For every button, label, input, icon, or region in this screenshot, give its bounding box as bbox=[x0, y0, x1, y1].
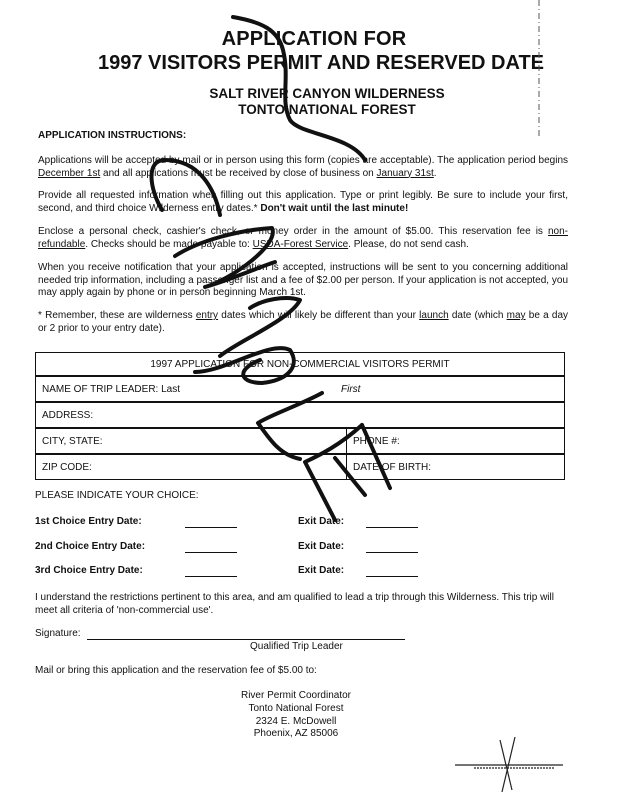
city-phone-row bbox=[36, 427, 564, 453]
deadline-date: January 31st bbox=[376, 167, 434, 179]
subtitle-line-2: TONTO NATIONAL FOREST bbox=[238, 102, 416, 117]
signature-caption: Qualified Trip Leader bbox=[250, 641, 343, 652]
form-heading: 1997 APPLICATION FOR NON-COMMERCIAL VISITORS PERMIT bbox=[150, 358, 450, 370]
instructions-paragraph-2 bbox=[38, 190, 568, 215]
subtitle-line-1: SALT RIVER CANYON WILDERNESS bbox=[209, 86, 445, 101]
choice-2-exit-date-field[interactable] bbox=[366, 552, 418, 553]
address-field[interactable] bbox=[36, 401, 564, 427]
city-state-label: CITY, STATE: bbox=[42, 435, 103, 447]
choice-1-exit-date-field[interactable] bbox=[366, 527, 418, 528]
choice-3-entry-date-field[interactable] bbox=[185, 576, 237, 577]
phone-field[interactable] bbox=[346, 429, 564, 453]
payee: USDA-Forest Service bbox=[252, 238, 349, 250]
choice-1-entry-label: 1st Choice Entry Date: bbox=[35, 516, 142, 527]
stamp-line bbox=[502, 737, 515, 792]
text: . bbox=[433, 167, 437, 179]
phone-label: PHONE #: bbox=[353, 435, 400, 447]
address-label: ADDRESS: bbox=[42, 409, 94, 421]
choice-3-exit-label: Exit Date: bbox=[298, 565, 345, 576]
first-name-label: First bbox=[341, 383, 361, 395]
choice-3-entry-label: 3rd Choice Entry Date: bbox=[35, 565, 143, 576]
non-refundable: non-refundable bbox=[38, 226, 568, 250]
instructions-heading: APPLICATION INSTRUCTIONS: bbox=[38, 130, 187, 141]
address-line: River Permit Coordinator bbox=[240, 690, 352, 701]
address-line: 2324 E. McDowell bbox=[255, 715, 337, 727]
choice-heading: PLEASE INDICATE YOUR CHOICE: bbox=[35, 490, 199, 501]
mailing-address bbox=[226, 690, 366, 741]
entry: entry bbox=[195, 310, 219, 321]
text: date (which bbox=[448, 310, 507, 321]
choice-3-exit-date-field[interactable] bbox=[366, 576, 418, 577]
last-name-label: NAME OF TRIP LEADER: Last bbox=[42, 383, 181, 395]
start-date: December 1st bbox=[38, 167, 101, 179]
signature-label: Signature: bbox=[35, 628, 81, 639]
address-cell bbox=[36, 403, 93, 427]
permit-form-table bbox=[35, 352, 565, 480]
instructions-paragraph-3 bbox=[38, 226, 568, 251]
name-cell bbox=[36, 377, 360, 401]
signature-field[interactable] bbox=[87, 639, 405, 640]
zip-code-label: ZIP CODE: bbox=[42, 461, 92, 473]
city-state-field[interactable] bbox=[36, 429, 346, 453]
may: may bbox=[506, 310, 526, 321]
zip-dob-row bbox=[36, 453, 564, 479]
instructions-paragraph-1 bbox=[38, 155, 568, 180]
trip-leader-name-field[interactable] bbox=[36, 375, 564, 401]
text: Enclose a personal check, cashier's check, or money order in the amount of $5.00. This reservation fee is bbox=[38, 226, 548, 237]
text: . Please, do not send cash. bbox=[348, 238, 469, 250]
instructions-paragraph-4: When you receive notification that your application is accepted, instructions will be sent to you concerning additional needed trip information, including a passenger list and a fee of $2.00 per person. If your application is not accepted, you may apply again by phone or in person beginning March 1st. bbox=[38, 262, 568, 298]
text: dates which will likely be different than your bbox=[218, 310, 420, 321]
zip-code-field[interactable] bbox=[36, 455, 346, 479]
date-of-birth-label: DATE OF BIRTH: bbox=[353, 461, 431, 473]
date-of-birth-field[interactable] bbox=[346, 455, 564, 479]
text: . Checks should be made payable to: bbox=[85, 238, 253, 250]
scan-stamp-mark bbox=[455, 737, 563, 792]
choice-2-exit-label: Exit Date: bbox=[298, 541, 345, 552]
address-line: Phoenix, AZ 85006 bbox=[253, 728, 339, 740]
choice-2-entry-label: 2nd Choice Entry Date: bbox=[35, 541, 146, 552]
choice-1-entry-date-field[interactable] bbox=[185, 527, 237, 528]
emphasis: Don't wait until the last minute! bbox=[260, 202, 409, 214]
choice-1-exit-label: Exit Date: bbox=[298, 516, 345, 527]
text: and all applications must be received by close of business on bbox=[100, 167, 377, 179]
form-heading-row bbox=[36, 353, 564, 375]
choice-2-entry-date-field[interactable] bbox=[185, 552, 237, 553]
text: * Remember, these are wilderness bbox=[38, 310, 196, 321]
text: Applications will be accepted by mail or in person using this form (copies are acceptable). The application period begins bbox=[38, 155, 568, 166]
instructions-paragraph-5 bbox=[38, 310, 568, 335]
launch: launch bbox=[419, 310, 449, 321]
stamp-line bbox=[500, 740, 512, 790]
text: Provide all requested information when filling out this application. Type or print legibly. Be sure to include your first, second, and third choice Wilderness entry dates.* bbox=[38, 190, 568, 214]
title-line-1: APPLICATION FOR bbox=[221, 28, 407, 50]
certification-text: I understand the restrictions pertinent to this area, and am qualified to lead a trip through this Wilderness. This trip will meet all criteria of 'non-commercial use'. bbox=[35, 592, 554, 616]
address-line: Tonto National Forest bbox=[248, 702, 344, 714]
title-line-2: 1997 VISITORS PERMIT AND RESERVED DATE bbox=[97, 52, 545, 74]
mailing-instruction: Mail or bring this application and the reservation fee of $5.00 to: bbox=[35, 665, 317, 676]
text: be a day or 2 prior to your entry date). bbox=[38, 310, 569, 334]
